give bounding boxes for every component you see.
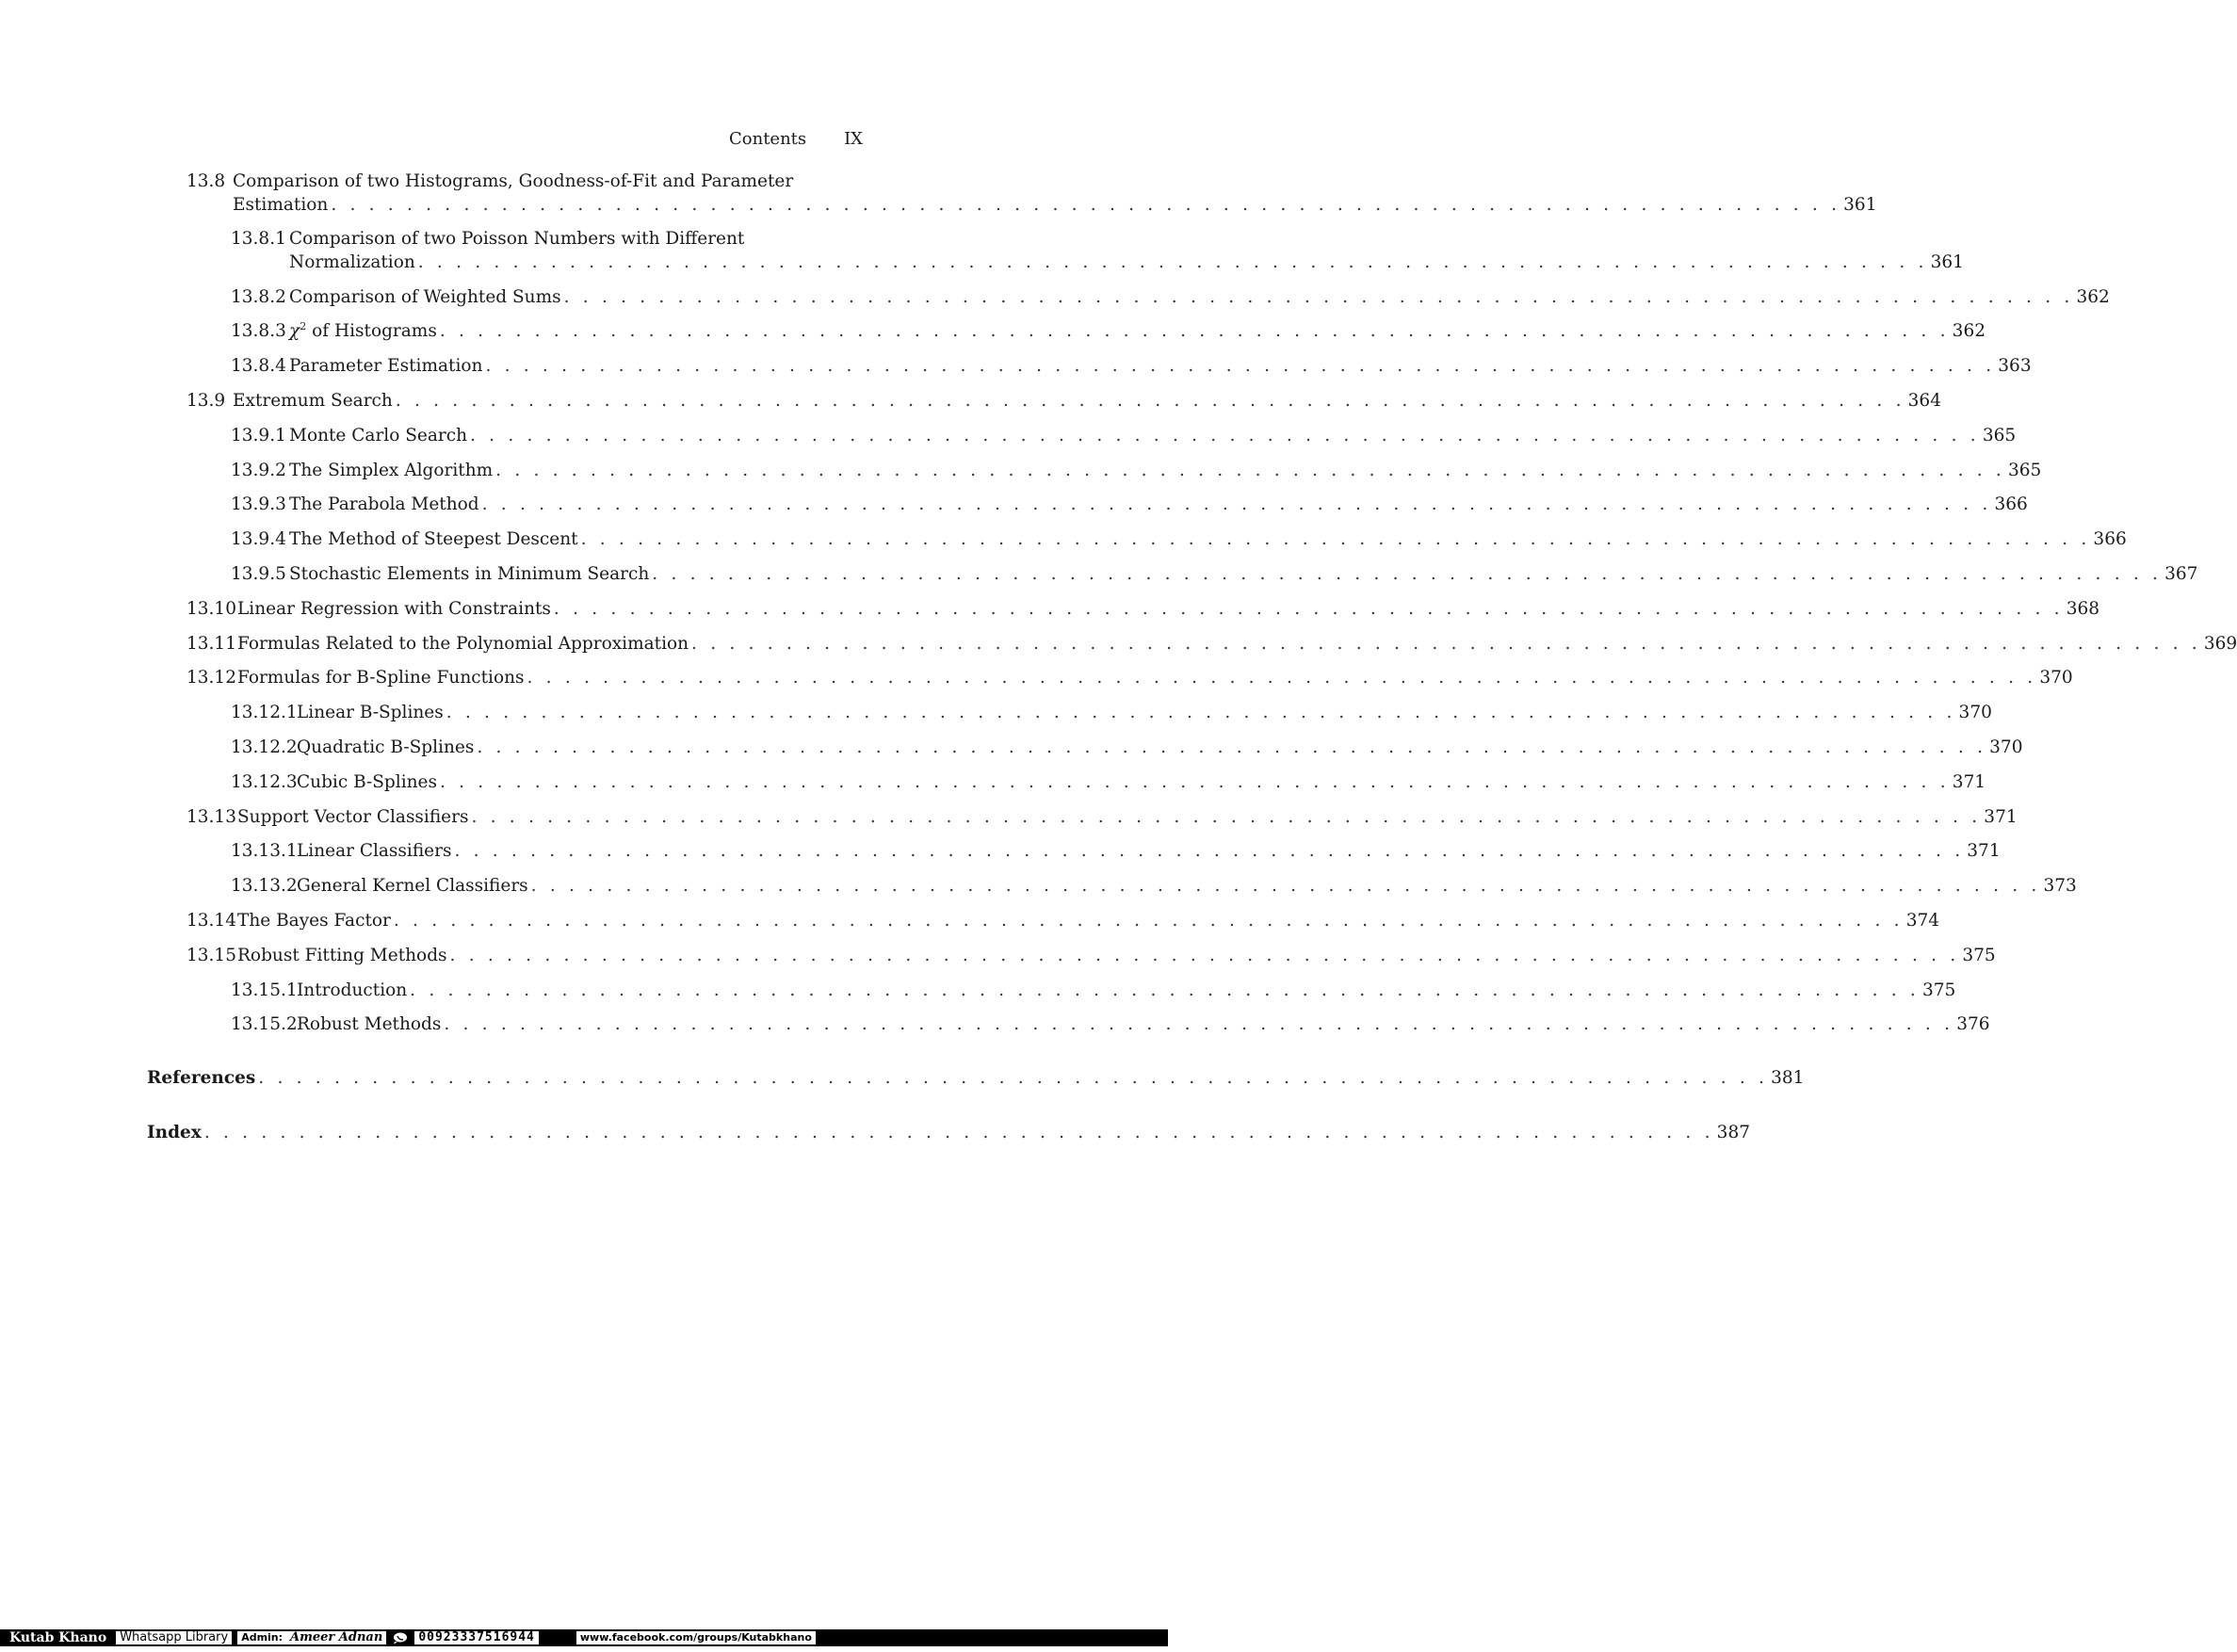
toc-entry-number: 13.8.1 xyxy=(231,229,286,249)
phone-number: 00923337516944 xyxy=(414,1631,539,1644)
toc-entry-title: Formulas Related to the Polynomial Approximation xyxy=(237,634,689,654)
dot-leader: . . . . . . . . . . . . . . . . . . . . . . . . . . . . . . . . . . . . . . . . . . . . . . . . . . . . . . . . . . . . . . . . . . . . . . . . . . . . . . . . xyxy=(691,634,2201,654)
toc-chapter-page: 387 xyxy=(1716,1123,1750,1142)
toc-entry-title: Robust Methods xyxy=(297,1014,442,1034)
toc-entry-number: 13.12.2 xyxy=(231,737,298,757)
toc-entry[interactable] xyxy=(147,979,1956,1002)
toc-entry-page: 361 xyxy=(1843,195,1877,215)
toc-entry[interactable] xyxy=(147,527,2127,551)
toc-chapter-references[interactable] xyxy=(147,1066,1805,1090)
toc-entry-title: The Simplex Algorithm xyxy=(289,461,494,480)
toc-entry[interactable] xyxy=(147,736,2023,759)
toc-entry-page: 375 xyxy=(1922,980,1956,1000)
dot-leader: . . . . . . . . . . . . . . . . . . . . . . . . . . . . . . . . . . . . . . . . . . . . . . . . . . . . . . . . . . . . . . . . . . . . . . . . . . . . . . . . xyxy=(553,599,2064,619)
toc-entry-page: 370 xyxy=(1958,703,1992,722)
dot-leader: . . . . . . . . . . . . . . . . . . . . . . . . . . . . . . . . . . . . . . . . . . . . . . . . . . . . . . . . . . . . . . . . . . . . . . . . . . . . . . . . xyxy=(485,356,1996,376)
toc-entry[interactable] xyxy=(147,874,2077,898)
chi-exponent: 2 xyxy=(300,319,307,332)
toc-entry[interactable] xyxy=(147,459,2042,482)
toc-entry[interactable] xyxy=(147,227,864,251)
toc-chapter-title: Index xyxy=(147,1123,202,1142)
running-header xyxy=(729,128,863,151)
toc-entry-page: 371 xyxy=(1952,772,1986,792)
toc-entry-title: Support Vector Classifiers xyxy=(237,807,469,827)
header-page-number: IX xyxy=(844,129,863,149)
toc-entry-number: 13.8.3 xyxy=(231,321,286,341)
toc-entry-page: 363 xyxy=(1998,356,2032,376)
toc-entry-number: 13.9.5 xyxy=(231,564,286,584)
toc-entry-title: Parameter Estimation xyxy=(289,356,483,376)
dot-leader: . . . . . . . . . . . . . . . . . . . . . . . . . . . . . . . . . . . . . . . . . . . . . . . . . . . . . . . . . . . . . . . . . . . . . . . . . . . . . . . . xyxy=(563,287,2074,307)
toc-entry-title-cont: Normalization xyxy=(289,252,415,272)
dot-leader: . . . . . . . . . . . . . . . . . . . . . . . . . . . . . . . . . . . . . . . . . . . . . . . . . . . . . . . . . . . . . . . . . . . . . . . . . . . . . . . . xyxy=(444,1014,1954,1034)
toc-entry-title: Linear Regression with Constraints xyxy=(237,599,551,619)
toc-entry-number: 13.8.2 xyxy=(231,287,286,307)
dot-leader: . . . . . . . . . . . . . . . . . . . . . . . . . . . . . . . . . . . . . . . . . . . . . . . . . . . . . . . . . . . . . . . . . . . . . . . . . . . . . . . . xyxy=(410,980,1920,1000)
dot-leader: . . . . . . . . . . . . . . . . . . . . . . . . . . . . . . . . . . . . . . . . . . . . . . . . . . . . . . . . . . . . . . . . . . . . . . . . . . . . . . . . xyxy=(258,1068,1769,1088)
toc-entry-number: 13.12.3 xyxy=(231,772,298,792)
toc-entry-page: 362 xyxy=(1952,321,1986,341)
dot-leader: . . . . . . . . . . . . . . . . . . . . . . . . . . . . . . . . . . . . . . . . . . . . . . . . . . . . . . . . . . . . . . . . . . . . . . . . . . . . . . . . xyxy=(331,195,1841,215)
toc-entry[interactable] xyxy=(147,285,2110,309)
toc-entry-page: 367 xyxy=(2164,564,2198,584)
toc-entry-page: 366 xyxy=(2093,529,2127,549)
toc-entry[interactable] xyxy=(147,170,864,193)
toc-entry-title: Comparison of two Histograms, Goodness-of-Fit and Parameter xyxy=(233,171,794,191)
toc-entry-number: 13.13.2 xyxy=(231,876,298,896)
toc-entry-title: Comparison of Weighted Sums xyxy=(289,287,561,307)
toc-entry-title: Stochastic Elements in Minimum Search xyxy=(289,564,650,584)
toc-entry-number: 13.12 xyxy=(186,668,236,688)
toc-entry-page: 375 xyxy=(1962,946,1996,965)
toc-entry-title: Comparison of two Poisson Numbers with Different xyxy=(289,229,745,249)
toc-chapter-title: References xyxy=(147,1068,256,1088)
toc-entry-number: 13.9.4 xyxy=(231,529,286,549)
toc-entry-number: 13.9 xyxy=(186,391,226,411)
toc-entry-continuation[interactable] xyxy=(147,251,1964,274)
dot-leader: . . . . . . . . . . . . . . . . . . . . . . . . . . . . . . . . . . . . . . . . . . . . . . . . . . . . . . . . . . . . . . . . . . . . . . . . . . . . . . . . xyxy=(470,426,1980,445)
toc-chapter-page: 381 xyxy=(1771,1068,1805,1088)
brand-label: Kutab Khano xyxy=(6,1631,110,1644)
dot-leader: . . . . . . . . . . . . . . . . . . . . . . . . . . . . . . . . . . . . . . . . . . . . . . . . . . . . . . . . . . . . . . . . . . . . . . . . . . . . . . . . xyxy=(652,564,2163,584)
toc-entry-title: Monte Carlo Search xyxy=(289,426,467,445)
toc-entry-title: Linear B-Splines xyxy=(297,703,444,722)
admin-name: Ameer Adnan xyxy=(286,1631,386,1644)
toc-entry-title: Linear Classifiers xyxy=(297,841,452,861)
toc-entry-number: 13.13 xyxy=(186,807,236,827)
toc-entry-number: 13.10 xyxy=(186,599,236,619)
toc-entry-page: 365 xyxy=(1982,426,2017,445)
toc-entry-number: 13.11 xyxy=(186,634,236,654)
toc-entry-title-with-symbol xyxy=(289,319,437,343)
toc-entry-number: 13.8.4 xyxy=(231,356,286,376)
toc-entry-title: Quadratic B-Splines xyxy=(297,737,475,757)
toc-entry[interactable] xyxy=(147,1012,1990,1036)
facebook-url[interactable]: www.facebook.com/groups/Kutabkhano xyxy=(576,1631,816,1644)
dot-leader: . . . . . . . . . . . . . . . . . . . . . . . . . . . . . . . . . . . . . . . . . . . . . . . . . . . . . . . . . . . . . . . . . . . . . . . . . . . . . . . . xyxy=(495,461,2005,480)
toc-entry-number: 13.8 xyxy=(186,171,226,191)
toc-entry-page: 368 xyxy=(2066,599,2100,619)
toc-entry[interactable] xyxy=(147,597,2100,621)
library-label: Whatsapp Library xyxy=(116,1631,232,1644)
toc-entry-number: 13.9.1 xyxy=(231,426,286,445)
header-title: Contents xyxy=(729,129,807,149)
toc-entry[interactable] xyxy=(147,389,1941,413)
toc-entry-number: 13.9.2 xyxy=(231,461,286,480)
toc-entry[interactable] xyxy=(147,770,1986,794)
toc-entry-number: 13.15 xyxy=(186,946,236,965)
toc-entry-page: 364 xyxy=(1907,391,1941,411)
dot-leader: . . . . . . . . . . . . . . . . . . . . . . . . . . . . . . . . . . . . . . . . . . . . . . . . . . . . . . . . . . . . . . . . . . . . . . . . . . . . . . . . xyxy=(530,876,2041,896)
toc-entry[interactable] xyxy=(147,562,2198,586)
toc-entry-title: Robust Fitting Methods xyxy=(237,946,447,965)
toc-entry-page: 374 xyxy=(1905,911,1940,931)
dot-leader: . . . . . . . . . . . . . . . . . . . . . . . . . . . . . . . . . . . . . . . . . . . . . . . . . . . . . . . . . . . . . . . . . . . . . . . . . . . . . . . . xyxy=(203,1123,1714,1142)
toc-entry-page: 371 xyxy=(1984,807,2018,827)
toc-entry-page: 370 xyxy=(1989,737,2023,757)
toc-entry-continuation[interactable] xyxy=(147,193,1877,217)
dot-leader: . . . . . . . . . . . . . . . . . . . . . . . . . . . . . . . . . . . . . . . . . . . . . . . . . . . . . . . . . . . . . . . . . . . . . . . . . . . . . . . . xyxy=(417,252,1928,272)
toc-entry-title: The Bayes Factor xyxy=(237,911,391,931)
toc-entry[interactable] xyxy=(147,805,2018,829)
toc-entry-page: 371 xyxy=(1967,841,2001,861)
toc-entry-page: 369 xyxy=(2203,634,2237,654)
dot-leader: . . . . . . . . . . . . . . . . . . . . . . . . . . . . . . . . . . . . . . . . . . . . . . . . . . . . . . . . . . . . . . . . . . . . . . . . . . . . . . . . xyxy=(454,841,1965,861)
dot-leader: . . . . . . . . . . . . . . . . . . . . . . . . . . . . . . . . . . . . . . . . . . . . . . . . . . . . . . . . . . . . . . . . . . . . . . . . . . . . . . . . xyxy=(527,668,2037,688)
toc-entry[interactable] xyxy=(147,354,2032,378)
toc-entry-title: General Kernel Classifiers xyxy=(297,876,528,896)
toc-entry-title: Cubic B-Splines xyxy=(297,772,437,792)
toc-entry-page: 376 xyxy=(1956,1014,1990,1034)
dot-leader: . . . . . . . . . . . . . . . . . . . . . . . . . . . . . . . . . . . . . . . . . . . . . . . . . . . . . . . . . . . . . . . . . . . . . . . . . . . . . . . . xyxy=(446,703,1956,722)
toc-entry-page: 365 xyxy=(2007,461,2042,480)
toc-entry-title: Introduction xyxy=(297,980,408,1000)
toc-entry-title: The Method of Steepest Descent xyxy=(289,529,578,549)
dot-leader: . . . . . . . . . . . . . . . . . . . . . . . . . . . . . . . . . . . . . . . . . . . . . . . . . . . . . . . . . . . . . . . . . . . . . . . . . . . . . . . . xyxy=(439,772,1950,792)
toc-entry-page: 373 xyxy=(2043,876,2077,896)
admin-label: Admin: xyxy=(237,1631,286,1644)
toc-entry[interactable] xyxy=(147,909,1940,932)
toc-entry[interactable] xyxy=(147,424,2017,447)
toc-entry-title: of Histograms xyxy=(312,321,437,341)
dot-leader: . . . . . . . . . . . . . . . . . . . . . . . . . . . . . . . . . . . . . . . . . . . . . . . . . . . . . . . . . . . . . . . . . . . . . . . . . . . . . . . . xyxy=(393,911,1904,931)
watermark-banner xyxy=(0,1629,1168,1646)
toc-entry-number: 13.14 xyxy=(186,911,236,931)
dot-leader: . . . . . . . . . . . . . . . . . . . . . . . . . . . . . . . . . . . . . . . . . . . . . . . . . . . . . . . . . . . . . . . . . . . . . . . . . . . . . . . . xyxy=(449,946,1960,965)
dot-leader: . . . . . . . . . . . . . . . . . . . . . . . . . . . . . . . . . . . . . . . . . . . . . . . . . . . . . . . . . . . . . . . . . . . . . . . . . . . . . . . . xyxy=(395,391,1905,411)
toc-entry-number: 13.12.1 xyxy=(231,703,298,722)
toc-entry-page: 362 xyxy=(2076,287,2110,307)
toc-entry-number: 13.15.1 xyxy=(231,980,298,1000)
toc-entry[interactable] xyxy=(147,944,1996,967)
toc-entry-page: 370 xyxy=(2039,668,2073,688)
dot-leader: . . . . . . . . . . . . . . . . . . . . . . . . . . . . . . . . . . . . . . . . . . . . . . . . . . . . . . . . . . . . . . . . . . . . . . . . . . . . . . . . xyxy=(477,737,1987,757)
toc-entry[interactable] xyxy=(147,493,2028,516)
dot-leader: . . . . . . . . . . . . . . . . . . . . . . . . . . . . . . . . . . . . . . . . . . . . . . . . . . . . . . . . . . . . . . . . . . . . . . . . . . . . . . . . xyxy=(471,807,1982,827)
toc-entry[interactable] xyxy=(147,839,2001,863)
toc-entry-number: 13.9.3 xyxy=(231,494,286,514)
toc-entry[interactable] xyxy=(147,666,2073,689)
toc-chapter-index[interactable] xyxy=(147,1121,1750,1144)
toc-entry-title-cont: Estimation xyxy=(233,195,329,215)
dot-leader: . . . . . . . . . . . . . . . . . . . . . . . . . . . . . . . . . . . . . . . . . . . . . . . . . . . . . . . . . . . . . . . . . . . . . . . . . . . . . . . . xyxy=(439,321,1950,341)
chi-symbol: χ xyxy=(289,321,300,341)
dot-leader: . . . . . . . . . . . . . . . . . . . . . . . . . . . . . . . . . . . . . . . . . . . . . . . . . . . . . . . . . . . . . . . . . . . . . . . . . . . . . . . . xyxy=(580,529,2091,549)
whatsapp-icon xyxy=(392,1631,409,1644)
toc-entry-title: Formulas for B-Spline Functions xyxy=(237,668,525,688)
toc-entry-title: Extremum Search xyxy=(233,391,393,411)
toc-entry-title: The Parabola Method xyxy=(289,494,479,514)
dot-leader: . . . . . . . . . . . . . . . . . . . . . . . . . . . . . . . . . . . . . . . . . . . . . . . . . . . . . . . . . . . . . . . . . . . . . . . . . . . . . . . . xyxy=(481,494,1992,514)
toc-entry-number: 13.13.1 xyxy=(231,841,298,861)
toc-entry[interactable] xyxy=(147,319,1986,343)
toc-entry-page: 366 xyxy=(1994,494,2028,514)
toc-entry-page: 361 xyxy=(1930,252,1964,272)
toc-entry[interactable] xyxy=(147,701,1992,724)
toc-entry[interactable] xyxy=(147,632,2237,656)
toc-entry-number: 13.15.2 xyxy=(231,1014,298,1034)
